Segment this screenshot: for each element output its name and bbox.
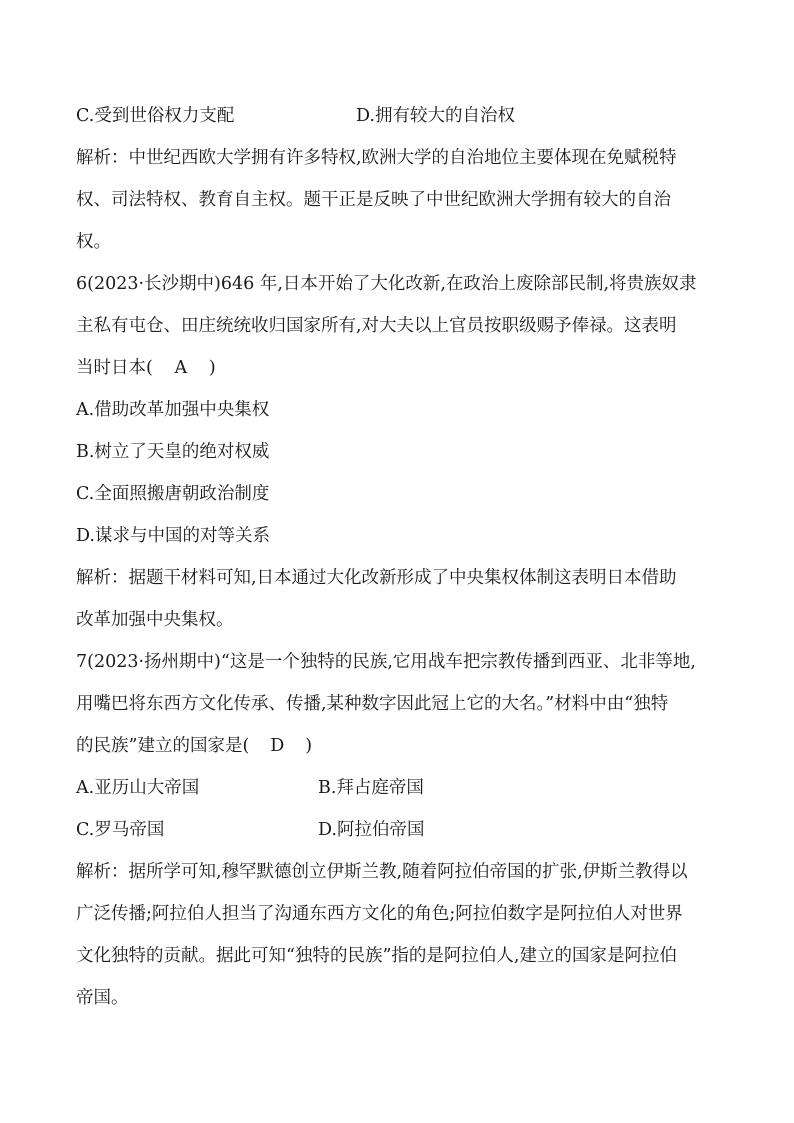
q7-stem-line-2: 用嘴巴将东西方文化传承、传播,某种数字因此冠上它的大名。”材料中由“独特	[76, 694, 669, 714]
q5-analysis-line-1: 解析：中世纪西欧大学拥有许多特权,欧洲大学的自治地位主要体现在免赋税特	[76, 148, 677, 168]
q5-analysis-line-2: 权、司法特权、教育自主权。题干正是反映了中世纪欧洲大学拥有较大的自治	[76, 190, 671, 210]
q6-stem-line-2: 主私有屯仓、田庄统统收归国家所有,对大夫以上官员按职级赐予俸禄。这表明	[76, 316, 677, 336]
q6-stem-prefix: 当时日本(	[76, 358, 153, 378]
q5-option-d[interactable]: D.拥有较大的自治权	[356, 106, 515, 126]
q6-stem-suffix: )	[208, 358, 216, 378]
q6-option-d[interactable]: D.谋求与中国的对等关系	[76, 526, 270, 546]
q7-option-d[interactable]: D.阿拉伯帝国	[318, 820, 425, 840]
q7-analysis-line-4: 帝国。	[76, 988, 129, 1008]
q7-answer: D	[270, 736, 285, 756]
q6-stem-line-1: 6(2023·长沙期中)646 年,日本开始了大化改新,在政治上废除部民制,将贵族奴隶	[76, 274, 697, 294]
q6-stem-line-3	[76, 356, 216, 380]
q7-options-row-2	[76, 818, 425, 842]
q6-option-c[interactable]: C.全面照搬唐朝政治制度	[76, 484, 270, 504]
q7-stem-line-3	[76, 734, 312, 758]
q7-option-a[interactable]: A.亚历山大帝国	[76, 778, 200, 798]
q6-analysis-line-2: 改革加强中央集权。	[76, 610, 234, 630]
q6-option-b[interactable]: B.树立了天皇的绝对权威	[76, 442, 270, 462]
q7-option-c[interactable]: C.罗马帝国	[76, 820, 165, 840]
q7-stem-suffix: )	[305, 736, 313, 756]
q6-analysis-line-1: 解析：据题干材料可知,日本通过大化改新形成了中央集权体制这表明日本借助	[76, 568, 677, 588]
q5-analysis-line-3: 权。	[76, 232, 111, 252]
q7-option-b[interactable]: B.拜占庭帝国	[318, 778, 424, 798]
q7-options-row-1	[76, 776, 424, 800]
q7-stem-line-1: 7(2023·扬州期中)“这是一个独特的民族,它用战车把宗教传播到西亚、北非等地,	[76, 652, 696, 672]
q5-option-c[interactable]: C.受到世俗权力支配	[76, 106, 235, 126]
q6-option-a[interactable]: A.借助改革加强中央集权	[76, 400, 270, 420]
q6-answer: A	[174, 358, 188, 378]
q7-analysis-line-2: 广泛传播;阿拉伯人担当了沟通东西方文化的角色;阿拉伯数字是阿拉伯人对世界	[76, 904, 683, 924]
q7-analysis-line-3: 文化独特的贡献。据此可知“独特的民族”指的是阿拉伯人,建立的国家是阿拉伯	[76, 946, 677, 966]
q5-options-row	[76, 104, 515, 128]
q7-analysis-line-1: 解析：据所学可知,穆罕默德创立伊斯兰教,随着阿拉伯帝国的扩张,伊斯兰教得以	[76, 862, 688, 882]
q7-stem-prefix: 的民族”建立的国家是(	[76, 736, 250, 756]
